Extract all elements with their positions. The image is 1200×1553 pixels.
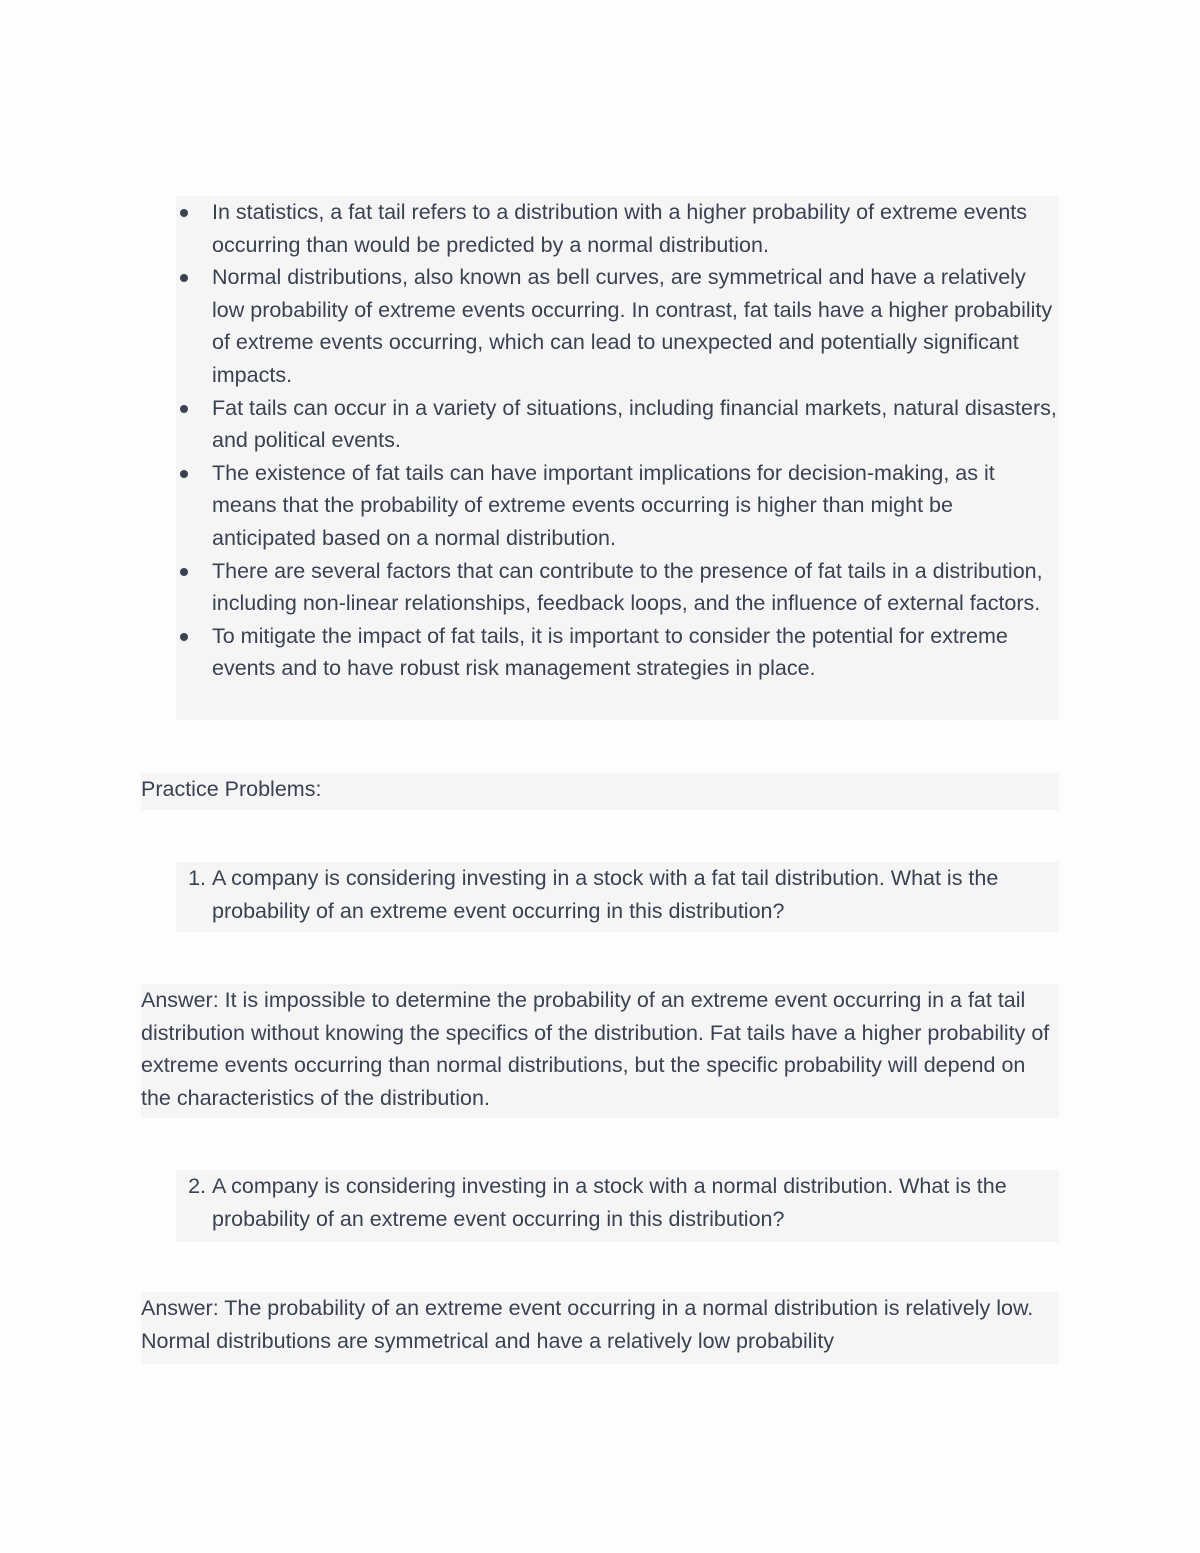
problem-number: 2. [188, 1174, 206, 1198]
bullet-item: The existence of fat tails can have important implications for decision-making, as it means that the probability of extreme events occurring is higher than might be anticipated based on a normal distribution. [176, 457, 1059, 555]
problem-question-text: A company is considering investing in a stock with a normal distribution. What is the probability of an extreme event occurring in this distribution? [212, 1174, 1007, 1231]
bullet-item: There are several factors that can contribute to the presence of fat tails in a distribution, including non-linear relationships, feedback loops, and the influence of external factors. [176, 555, 1059, 620]
bullet-item: Fat tails can occur in a variety of situations, including financial markets, natural disasters, and political events. [176, 392, 1059, 457]
problem-2-answer: Answer: The probability of an extreme event occurring in a normal distribution is relatively low. Normal distributions are symmetrical and have a relatively low probability [141, 1292, 1059, 1364]
bullet-item: In statistics, a fat tail refers to a distribution with a higher probability of extreme events occurring than would be predicted by a normal distribution. [176, 196, 1059, 261]
problem-number: 1. [188, 866, 206, 890]
problem-question-text: A company is considering investing in a stock with a fat tail distribution. What is the probability of an extreme event occurring in this distribution? [212, 866, 999, 923]
problem-1-question [176, 862, 1059, 932]
practice-problems-heading: Practice Problems: [141, 773, 1059, 810]
summary-bullet-list [176, 196, 1059, 720]
bullet-item: Normal distributions, also known as bell curves, are symmetrical and have a relatively low probability of extreme events occurring. In contrast, fat tails have a higher probability of extreme events occurring, which can lead to unexpected and potentially significant impacts. [176, 261, 1059, 391]
problem-2-question [176, 1170, 1059, 1242]
bullet-item: To mitigate the impact of fat tails, it is important to consider the potential for extreme events and to have robust risk management strategies in place. [176, 620, 1059, 685]
problem-1-answer: Answer: It is impossible to determine the probability of an extreme event occurring in a fat tail distribution without knowing the specifics of the distribution. Fat tails have a higher probability of extreme events occurring than normal distributions, but the specific probability will depend on the characteristics of the distribution. [141, 984, 1059, 1118]
